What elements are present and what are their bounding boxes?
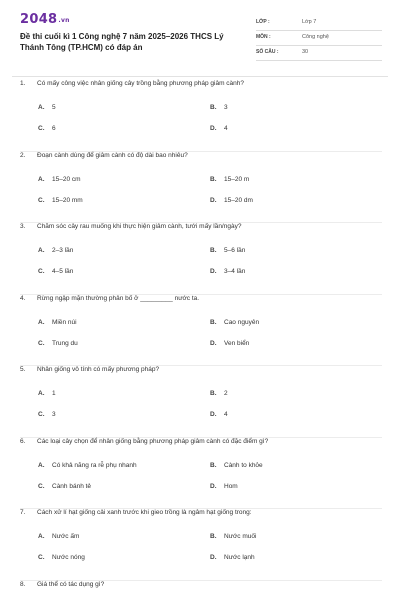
option-text: Cành to khỏe	[224, 461, 263, 469]
option-c[interactable]	[38, 483, 91, 490]
meta-label: LỚP :	[256, 19, 270, 25]
option-text: Nước nóng	[52, 554, 85, 561]
option-text: 2–3 lần	[52, 247, 74, 254]
option-c[interactable]	[38, 411, 56, 418]
option-text: Trung du	[52, 339, 78, 347]
question-text: Giá thể có tác dụng gì?	[37, 580, 105, 588]
option-c[interactable]	[38, 197, 83, 204]
option-b[interactable]	[210, 462, 263, 469]
option-d[interactable]	[210, 125, 228, 132]
option-b[interactable]	[210, 319, 259, 326]
option-c[interactable]	[38, 340, 78, 347]
option-letter: D.	[210, 554, 217, 561]
logo-sub: .vn	[58, 17, 70, 24]
option-letter: A.	[38, 175, 45, 183]
option-d[interactable]	[210, 554, 255, 561]
question-number: 7.	[20, 509, 26, 516]
option-d[interactable]	[210, 340, 249, 347]
meta-row-class	[256, 17, 382, 31]
option-letter: B.	[210, 175, 217, 183]
option-a[interactable]	[38, 104, 56, 111]
question-item	[20, 581, 382, 600]
option-letter: A.	[38, 318, 45, 326]
option-text: Miền núi	[52, 318, 77, 326]
option-letter: B.	[210, 104, 217, 111]
option-letter: A.	[38, 390, 45, 397]
option-text: Ven biển	[224, 339, 250, 347]
meta-value: Công nghệ	[302, 34, 329, 40]
option-b[interactable]	[210, 176, 249, 183]
option-letter: C.	[38, 125, 45, 132]
option-text: 3	[224, 104, 228, 111]
option-letter: A.	[38, 533, 45, 540]
option-text: 6	[52, 125, 56, 132]
option-text: 15–20 m	[224, 175, 250, 183]
meta-label: SỐ CÂU :	[256, 49, 279, 55]
question-item	[20, 295, 382, 367]
question-text: Chăm sóc cây rau muống khi thực hiện giâm cành, tưới mấy lần/ngày?	[37, 223, 242, 230]
option-letter: B.	[210, 247, 217, 254]
option-text: Cao nguyên	[224, 318, 260, 326]
header-divider	[12, 76, 388, 77]
option-b[interactable]	[210, 247, 245, 254]
option-letter: D.	[210, 482, 217, 490]
question-item	[20, 223, 382, 295]
question-text: Đoạn cành dùng để giâm cành có độ dài bao nhiêu?	[37, 151, 188, 159]
meta-value: 30	[302, 49, 309, 55]
option-text: 2	[224, 390, 228, 397]
site-logo[interactable]	[20, 12, 70, 27]
option-text: 15–20 cm	[52, 175, 81, 183]
option-text: 3–4 lần	[224, 268, 246, 275]
option-text: 15–20 mm	[52, 196, 83, 204]
option-letter: B.	[210, 390, 217, 397]
option-text: 1	[52, 390, 56, 397]
question-number: 5.	[20, 366, 26, 373]
meta-label: MÔN :	[256, 34, 271, 40]
option-letter: A.	[38, 247, 45, 254]
question-item	[20, 509, 382, 581]
logo-main: 2048	[20, 12, 58, 27]
question-text: Có mấy công việc nhân giống cây trồng bằng phương pháp giâm cành?	[37, 80, 245, 87]
question-text: Rừng ngập mặn thường phân bố ở _________ nước ta.	[37, 294, 200, 302]
question-number: 4.	[20, 294, 26, 302]
option-b[interactable]	[210, 533, 256, 540]
option-c[interactable]	[38, 125, 56, 132]
option-text: 4	[224, 125, 228, 132]
header	[20, 12, 382, 66]
question-item	[20, 152, 382, 224]
option-a[interactable]	[38, 247, 73, 254]
option-letter: D.	[210, 196, 217, 204]
option-letter: D.	[210, 411, 217, 418]
question-number: 1.	[20, 80, 26, 87]
option-text: Hom	[224, 482, 238, 490]
option-d[interactable]	[210, 197, 253, 204]
option-text: Có khả năng ra rễ phụ nhanh	[52, 461, 137, 469]
option-d[interactable]	[210, 268, 245, 275]
option-c[interactable]	[38, 268, 73, 275]
question-item	[20, 80, 382, 152]
option-letter: C.	[38, 268, 45, 275]
option-a[interactable]	[38, 462, 137, 469]
option-letter: C.	[38, 196, 45, 204]
meta-value: Lớp 7	[302, 19, 317, 25]
option-a[interactable]	[38, 176, 81, 183]
question-item	[20, 366, 382, 438]
option-a[interactable]	[38, 390, 56, 397]
option-text: 3	[52, 411, 56, 418]
question-text: Cách xử lí hạt giống cải xanh trước khi gieo trồng là ngâm hạt giống trong:	[37, 509, 252, 516]
option-d[interactable]	[210, 411, 228, 418]
meta-row-count	[256, 47, 382, 61]
question-number: 8.	[20, 580, 26, 588]
question-item	[20, 438, 382, 510]
question-list	[20, 80, 382, 600]
option-text: 5	[52, 104, 56, 111]
question-number: 2.	[20, 151, 26, 159]
page-title: Đề thi cuối kì 1 Công nghệ 7 năm 2025–2026 THCS Lý Thánh Tông (TP.HCM) có đáp án	[20, 32, 224, 52]
meta-info	[256, 17, 382, 62]
option-text: 5–6 lần	[224, 247, 246, 254]
option-b[interactable]	[210, 104, 228, 111]
option-letter: D.	[210, 125, 217, 132]
option-text: 15–20 dm	[224, 196, 253, 204]
option-a[interactable]	[38, 319, 77, 326]
option-letter: C.	[38, 411, 45, 418]
option-text: Nước lạnh	[224, 554, 255, 561]
meta-row-subject	[256, 32, 382, 46]
option-letter: D.	[210, 339, 217, 347]
option-text: Cành bánh tẻ	[52, 482, 92, 490]
option-letter: B.	[210, 533, 217, 540]
option-b[interactable]	[210, 390, 228, 397]
option-d[interactable]	[210, 483, 238, 490]
option-letter: A.	[38, 461, 45, 469]
option-letter: C.	[38, 339, 45, 347]
option-letter: C.	[38, 482, 45, 490]
option-letter: B.	[210, 318, 217, 326]
option-text: 4	[224, 411, 228, 418]
question-number: 6.	[20, 437, 26, 445]
question-number: 3.	[20, 223, 26, 230]
option-text: 4–5 lần	[52, 268, 74, 275]
option-letter: D.	[210, 268, 217, 275]
option-text: Nước ấm	[52, 533, 80, 540]
option-a[interactable]	[38, 533, 79, 540]
option-letter: B.	[210, 461, 217, 469]
option-letter: C.	[38, 554, 45, 561]
question-text: Các loại cây chọn để nhân giống bằng phương pháp giâm cành có đặc điểm gì?	[37, 437, 269, 445]
option-c[interactable]	[38, 554, 85, 561]
option-letter: A.	[38, 104, 45, 111]
question-text: Nhân giống vô tính có mấy phương pháp?	[37, 366, 160, 373]
option-text: Nước muối	[224, 533, 257, 540]
